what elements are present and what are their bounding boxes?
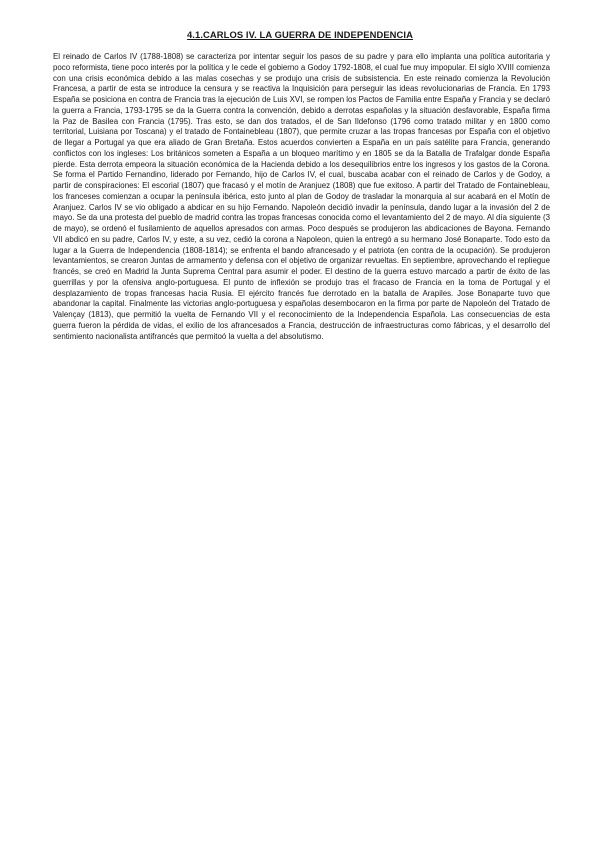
body-paragraph: El reinado de Carlos IV (1788-1808) se caracteriza por intentar seguir los pasos de su padre y para ello implanta una política autoritaria y poco reformista, tiene poco interés por la política y le cede el gobierno a Godoy 1792-1808, el cual fue muy impopular. El siglo XVIII comienza con una crisis económica debido a las malas cosechas y se produjo una crisis de subsistencia. En este reinado comienza la Revolución Francesa, a partir de esta se introduce la censura y se reactiva la Inquisición para perseguir las ideas revolucionarias de Francia. En 1793 España se posiciona en contra de Francia tras la ejecución de Luis XVI, se rompen los Pactos de Familia entre España y Francia y se declaró la guerra a Francia, 1793-1795 se da la Guerra contra la convención, debido a derrotas españolas y la situación desfavorable, España firma la Paz de Basilea con Francia (1795). Tras esto, se dan dos tratados, el de San Ildefonso (1796 como tratado militar y en 1800 como territorial, Luisiana por Toscana) y el tratado de Fontainebleau (1807), que permite cruzar a las tropas francesas por España con el objetivo de llegar a Portugal ya que era aliado de Gran Bretaña. Estos acuerdos convierten a España en un país satélite para Francia, generando conflictos con los ingleses: Los británicos someten a España a un bloqueo marítimo y en 1805 se da la Batalla de Trafalgar donde España pierde. Esta derrota empeora la situación económica de la Hacienda debido a los desequilibrios entre los ingresos y los gastos de la Corona. Se forma el Partido Fernandino, liderado por Fernando, hijo de Carlos IV, el cual, buscaba acabar con el reinado de Carlos y de Godoy, a partir de conspiraciones: El escorial (1807) que fracasó y el motín de Aranjuez (1808) que fue exitoso. A partir del Tratado de Fontainebleau, los franceses comienzan a ocupar la península ibérica, esto junto al plan de Godoy de trasladar la monarquía al sur acabará en el Motín de Aranjuez. Carlos IV se vio obligado a abdicar en su hijo Fernando. Napoleón decidió invadir la península, dando lugar a la invasión del 2 de mayo. Se da una protesta del pueblo de madrid contra las tropas francesas conocida como el levantamiento del 2 de mayo. Al día siguiente (3 de mayo), se ordenó el fusilamiento de aquellos apresados con armas. Poco después se produjeron las abdicaciones de Bayona. Fernando VII abdicó en su padre, Carlos IV, y este, a su vez, cedió la corona a Napoleon, quien la entregó a su hermano José Bonaparte. Todo esto da lugar a la Guerra de Independencia (1808-1814); se enfrenta el bando afrancesado y el patriota (en contra de la ocupación). Se produjeron levantamientos, se crearon Juntas de armamento y defensa con el objetivo de organizar revueltas. En septiembre, aprovechando el repliegue francés, se creó en Madrid la Junta Suprema Central para asumir el poder. El destino de la guerra estuvo marcado a partir de éxito de las guerrillas y por la ofensiva anglo-portuguesa. El punto de inflexión se produjo tras el fracaso de Francia en la toma de Portugal y el desplazamiento de tropas francesas hacia Rusia. El ejército francés fue derrotado en la batalla de Arapiles. Jose Bonaparte tuvo que abandonar la capital. Finalmente las victorias anglo-portuguesa y españolas desembocaron en la firma por parte de Napoleón del Tratado de Valençay (1813), que permitió la vuelta de Fernando VII y el reconocimiento de la Independencia Española. Las consecuencias de esta guerra fueron la pérdida de vidas, el exilio de los afrancesados a Francia, destrucción de infraestructuras como fábricas, y el desarrollo del sentimiento nacionalista antifrancés que permitoó la vuelta a del absolutismo. bbox=[53, 52, 550, 341]
document-title: 4.1.CARLOS IV. LA GUERRA DE INDEPENDENCIA bbox=[186, 29, 413, 40]
